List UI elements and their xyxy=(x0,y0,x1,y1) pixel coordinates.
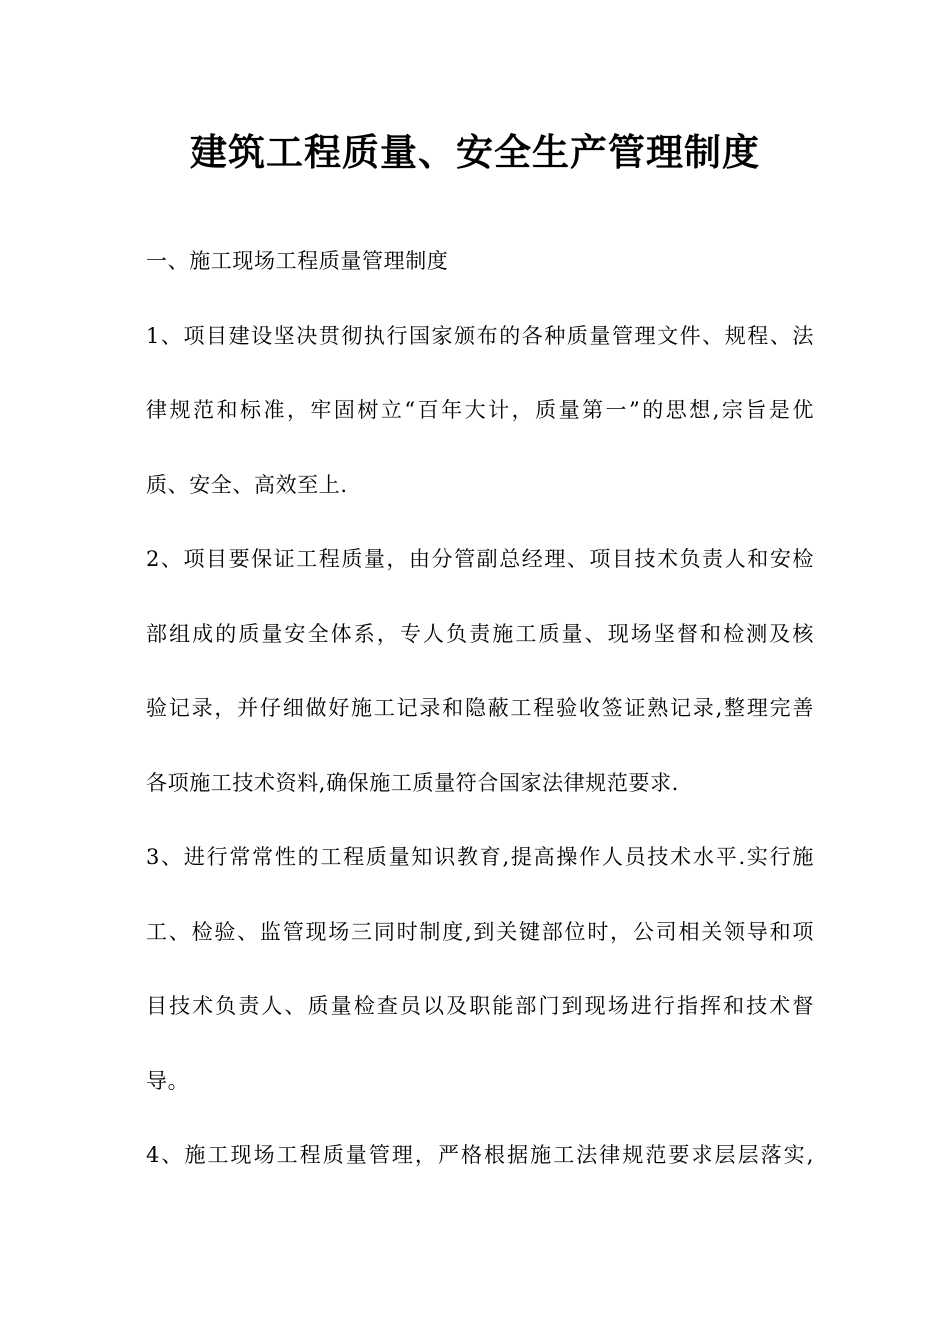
paragraph-line: 2、项目要保证工程质量，由分管副总经理、项目技术负责人和安检 xyxy=(146,547,814,571)
paragraph-line: 部组成的质量安全体系，专人负责施工质量、现场坚督和检测及核 xyxy=(146,621,814,646)
paragraph-4 xyxy=(146,1118,814,1193)
paragraph-3 xyxy=(146,820,814,1118)
paragraph-line: 各项施工技术资料,确保施工质量符合国家法律规范要求. xyxy=(146,770,679,795)
section-heading xyxy=(146,224,814,299)
paragraph-line: 质、安全、高效至上. xyxy=(146,472,348,497)
document-title: 建筑工程质量、安全生产管理制度 xyxy=(190,130,760,174)
paragraph-line: 3、进行常常性的工程质量知识教育,提高操作人员技术水平.实行施 xyxy=(146,845,814,869)
section-heading-line: 一、施工现场工程质量管理制度 xyxy=(146,249,449,273)
paragraph-2 xyxy=(146,522,814,820)
paragraph-line: 4、施工现场工程质量管理，严格根据施工法律规范要求层层落实, xyxy=(146,1143,814,1167)
paragraph-1 xyxy=(146,299,814,523)
paragraph-line: 导。 xyxy=(146,1068,190,1093)
document-body xyxy=(146,224,814,1193)
paragraph-line: 工、检验、监管现场三同时制度,到关键部位时，公司相关领导和项 xyxy=(146,919,814,944)
paragraph-line: 验记录，并仔细做好施工记录和隐蔽工程验收签证熟记录,整理完善 xyxy=(146,696,814,720)
paragraph-line: 1、项目建设坚决贯彻执行国家颁布的各种质量管理文件、规程、法 xyxy=(146,323,814,348)
paragraph-line: 目技术负责人、质量检查员以及职能部门到现场进行指挥和技术督 xyxy=(146,994,814,1018)
paragraph-line: 律规范和标准，牢固树立“百年大计，质量第一”的思想,宗旨是优 xyxy=(146,398,814,422)
